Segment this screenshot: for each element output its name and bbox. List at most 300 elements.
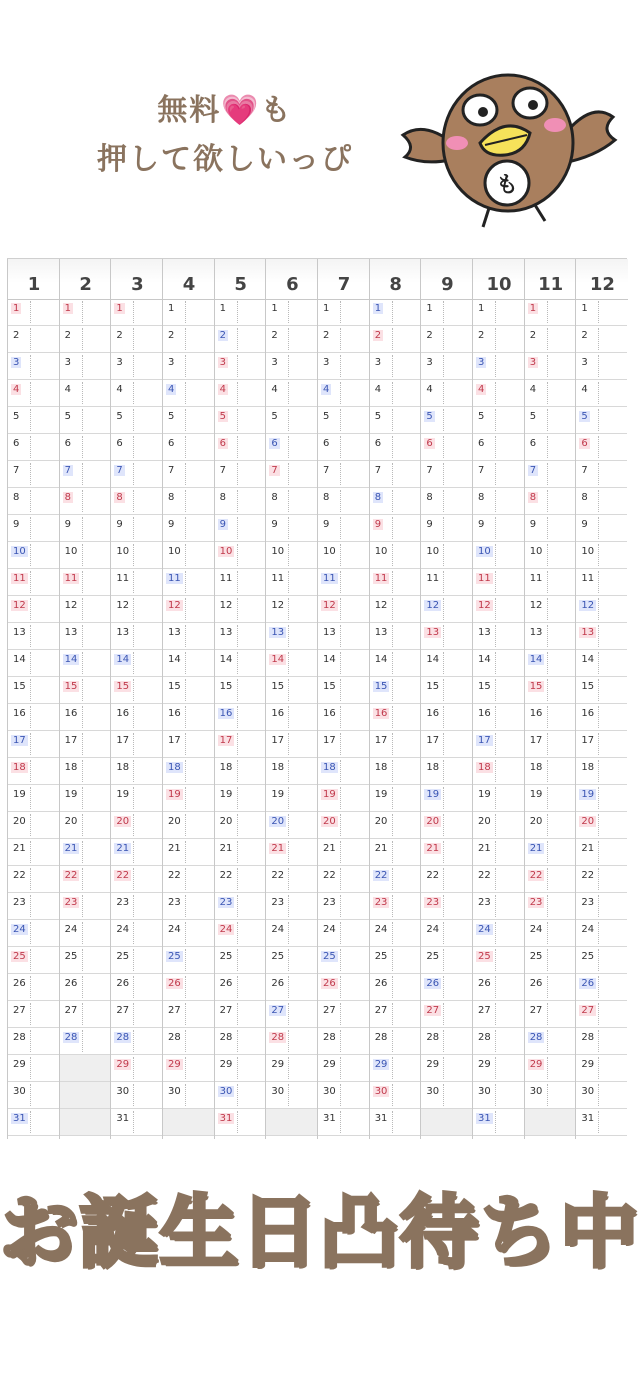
day-cell (473, 893, 524, 920)
day-number: 23 (323, 897, 336, 908)
day-number: 27 (478, 1005, 491, 1016)
day-cell (8, 839, 59, 866)
day-cell (370, 407, 421, 434)
day-cell (215, 1109, 266, 1136)
day-cell (215, 677, 266, 704)
day-cell (163, 515, 214, 542)
day-number: 17 (271, 735, 285, 746)
day-number: 25 (426, 951, 440, 962)
empty-day-cell (60, 1109, 111, 1136)
day-cell (60, 623, 111, 650)
day-cell (266, 407, 317, 434)
day-number: 2 (116, 330, 123, 341)
day-number: 8 (581, 492, 588, 503)
day-cell (163, 299, 214, 326)
day-cell (370, 839, 421, 866)
day-number: 15 (581, 681, 595, 692)
day-cell (318, 677, 369, 704)
day-cell (163, 974, 214, 1001)
day-cell (318, 1055, 369, 1082)
day-number: 9 (13, 519, 20, 530)
day-number: 10 (64, 546, 78, 557)
day-number: 20 (64, 816, 78, 827)
day-cell (60, 407, 111, 434)
day-number: 19 (478, 789, 491, 800)
day-cell (370, 596, 421, 623)
day-cell (111, 407, 162, 434)
day-number: 16 (271, 708, 285, 719)
day-number: 25 (581, 951, 595, 962)
day-cell (576, 704, 627, 731)
month-column-4 (162, 259, 215, 1139)
day-cell (318, 1082, 369, 1109)
day-cell (318, 1109, 369, 1136)
day-cell (318, 839, 369, 866)
day-cell (525, 974, 576, 1001)
day-number: 24 (271, 924, 285, 935)
day-cell (215, 1028, 266, 1055)
day-number: 5 (219, 411, 227, 422)
day-number: 4 (219, 384, 227, 395)
day-number: 2 (478, 330, 485, 341)
day-number: 15 (219, 681, 233, 692)
heart-icon: 💗 (221, 93, 261, 128)
day-number: 7 (581, 465, 588, 476)
day-number: 27 (116, 1005, 130, 1016)
day-number: 18 (323, 762, 336, 773)
day-number: 12 (581, 600, 595, 611)
day-cell (266, 947, 317, 974)
day-number: 22 (426, 870, 440, 881)
day-cell (266, 542, 317, 569)
day-number: 1 (219, 303, 227, 314)
day-number: 7 (529, 465, 537, 476)
month-header: 11 (525, 259, 577, 300)
month-column-10 (472, 259, 525, 1139)
day-cell (266, 461, 317, 488)
day-cell (525, 812, 576, 839)
day-cell (473, 920, 524, 947)
day-cell (370, 866, 421, 893)
promo-free-text: 無料 (157, 93, 222, 128)
day-number: 13 (64, 627, 78, 638)
day-number: 28 (271, 1032, 285, 1043)
day-number: 24 (374, 924, 388, 935)
day-number: 17 (374, 735, 388, 746)
day-number: 3 (219, 357, 227, 368)
day-cell (8, 731, 59, 758)
day-cell (266, 326, 317, 353)
day-cell (8, 1055, 59, 1082)
day-number: 16 (323, 708, 336, 719)
day-cell (60, 596, 111, 623)
day-number: 25 (219, 951, 233, 962)
day-cell (525, 461, 576, 488)
day-cell (421, 1028, 472, 1055)
day-cell (318, 542, 369, 569)
day-number: 23 (168, 897, 181, 908)
day-number: 14 (64, 654, 78, 665)
day-number: 21 (426, 843, 440, 854)
day-cell (473, 866, 524, 893)
day-cell (318, 380, 369, 407)
day-cell (215, 380, 266, 407)
day-number: 1 (13, 303, 20, 314)
day-number: 13 (581, 627, 595, 638)
day-number: 29 (219, 1059, 233, 1070)
day-cell (473, 623, 524, 650)
day-number: 3 (374, 357, 382, 368)
day-number: 3 (478, 357, 485, 368)
day-cell (215, 947, 266, 974)
day-number: 10 (13, 546, 26, 557)
day-cell (525, 1055, 576, 1082)
day-number: 21 (478, 843, 491, 854)
day-number: 9 (116, 519, 123, 530)
day-cell (421, 893, 472, 920)
day-cell (576, 407, 627, 434)
day-number: 30 (478, 1086, 491, 1097)
day-number: 4 (374, 384, 382, 395)
day-cell (421, 1082, 472, 1109)
day-cell (111, 893, 162, 920)
day-number: 24 (529, 924, 543, 935)
day-number: 16 (219, 708, 233, 719)
day-cell (111, 731, 162, 758)
day-cell (525, 434, 576, 461)
day-number: 17 (219, 735, 233, 746)
day-number: 29 (168, 1059, 181, 1070)
day-number: 6 (323, 438, 330, 449)
day-number: 21 (323, 843, 336, 854)
day-cell (473, 407, 524, 434)
day-number: 23 (271, 897, 285, 908)
day-cell (370, 1028, 421, 1055)
day-cell (266, 731, 317, 758)
day-cell (111, 677, 162, 704)
day-number: 12 (374, 600, 388, 611)
day-cell (266, 812, 317, 839)
day-cell (473, 326, 524, 353)
day-number: 26 (323, 978, 336, 989)
day-number: 1 (116, 303, 123, 314)
day-cell (8, 947, 59, 974)
day-number: 26 (219, 978, 233, 989)
day-number: 19 (323, 789, 336, 800)
day-number: 7 (323, 465, 330, 476)
day-cell (163, 569, 214, 596)
day-cell (525, 299, 576, 326)
day-cell (111, 380, 162, 407)
day-number: 22 (581, 870, 595, 881)
day-number: 11 (374, 573, 388, 584)
day-number: 4 (323, 384, 330, 395)
day-cell (473, 785, 524, 812)
day-cell (525, 650, 576, 677)
day-cell (8, 785, 59, 812)
day-cell (318, 731, 369, 758)
day-cell (576, 569, 627, 596)
day-number: 23 (529, 897, 543, 908)
day-cell (163, 407, 214, 434)
day-number: 11 (13, 573, 26, 584)
day-number: 17 (116, 735, 130, 746)
day-cell (576, 1055, 627, 1082)
day-cell (8, 758, 59, 785)
day-number: 6 (116, 438, 123, 449)
day-number: 25 (323, 951, 336, 962)
day-number: 23 (374, 897, 388, 908)
day-cell (163, 1082, 214, 1109)
month-column-8 (369, 259, 422, 1139)
day-number: 26 (64, 978, 78, 989)
day-number: 6 (168, 438, 175, 449)
day-cell (215, 326, 266, 353)
day-cell (473, 704, 524, 731)
day-number: 1 (64, 303, 72, 314)
day-cell (318, 569, 369, 596)
day-cell (525, 1028, 576, 1055)
day-number: 31 (374, 1113, 388, 1124)
day-number: 10 (581, 546, 595, 557)
day-number: 15 (426, 681, 440, 692)
day-cell (111, 758, 162, 785)
day-number: 20 (374, 816, 388, 827)
day-number: 4 (426, 384, 433, 395)
day-number: 3 (529, 357, 537, 368)
day-number: 23 (478, 897, 491, 908)
day-number: 10 (323, 546, 336, 557)
day-cell (370, 920, 421, 947)
day-number: 10 (168, 546, 181, 557)
day-cell (576, 353, 627, 380)
day-cell (60, 569, 111, 596)
day-number: 14 (13, 654, 26, 665)
day-cell (266, 515, 317, 542)
day-number: 30 (323, 1086, 336, 1097)
day-number: 1 (374, 303, 382, 314)
day-cell (370, 650, 421, 677)
day-cell (111, 812, 162, 839)
day-number: 6 (426, 438, 433, 449)
day-number: 4 (116, 384, 123, 395)
day-number: 26 (168, 978, 181, 989)
day-number: 22 (64, 870, 78, 881)
day-number: 5 (581, 411, 588, 422)
day-number: 11 (323, 573, 336, 584)
day-cell (215, 731, 266, 758)
day-number: 24 (323, 924, 336, 935)
day-cell (525, 1082, 576, 1109)
day-number: 25 (168, 951, 181, 962)
day-cell (318, 866, 369, 893)
day-number: 1 (581, 303, 588, 314)
day-number: 11 (529, 573, 543, 584)
day-cell (60, 326, 111, 353)
day-cell (163, 461, 214, 488)
day-cell (525, 866, 576, 893)
day-number: 16 (168, 708, 181, 719)
day-number: 27 (581, 1005, 595, 1016)
day-cell (60, 866, 111, 893)
day-number: 2 (374, 330, 382, 341)
day-number: 18 (478, 762, 491, 773)
day-number: 8 (426, 492, 433, 503)
day-number: 18 (168, 762, 181, 773)
month-column-12 (575, 259, 628, 1139)
day-cell (8, 515, 59, 542)
day-cell (111, 947, 162, 974)
day-number: 17 (64, 735, 78, 746)
month-column-5 (214, 259, 267, 1139)
day-number: 14 (168, 654, 181, 665)
day-number: 13 (271, 627, 285, 638)
empty-day-cell (60, 1055, 111, 1082)
day-number: 29 (374, 1059, 388, 1070)
day-number: 3 (323, 357, 330, 368)
day-cell (318, 1001, 369, 1028)
day-number: 24 (64, 924, 78, 935)
day-cell (111, 1082, 162, 1109)
day-cell (370, 785, 421, 812)
day-number: 28 (529, 1032, 543, 1043)
day-number: 14 (478, 654, 491, 665)
day-cell (111, 1109, 162, 1136)
day-number: 4 (529, 384, 537, 395)
day-cell (525, 407, 576, 434)
day-number: 5 (323, 411, 330, 422)
day-number: 24 (581, 924, 595, 935)
day-cell (215, 299, 266, 326)
month-column-2 (59, 259, 112, 1139)
day-cell (8, 893, 59, 920)
day-cell (370, 704, 421, 731)
day-number: 21 (271, 843, 285, 854)
day-number: 5 (168, 411, 175, 422)
day-number: 9 (64, 519, 72, 530)
day-cell (163, 1055, 214, 1082)
empty-day-cell (163, 1109, 214, 1136)
day-number: 22 (13, 870, 26, 881)
day-cell (421, 947, 472, 974)
day-number: 17 (478, 735, 491, 746)
day-number: 31 (323, 1113, 336, 1124)
day-cell (8, 488, 59, 515)
day-number: 26 (271, 978, 285, 989)
day-number: 15 (478, 681, 491, 692)
day-number: 20 (323, 816, 336, 827)
day-number: 22 (168, 870, 181, 881)
day-number: 22 (478, 870, 491, 881)
day-cell (421, 1055, 472, 1082)
day-cell (576, 947, 627, 974)
day-number: 7 (374, 465, 382, 476)
day-cell (525, 542, 576, 569)
day-cell (163, 1001, 214, 1028)
day-cell (60, 542, 111, 569)
month-header: 4 (163, 259, 215, 300)
day-number: 28 (374, 1032, 388, 1043)
day-cell (318, 299, 369, 326)
day-number: 27 (219, 1005, 233, 1016)
day-cell (370, 569, 421, 596)
day-number: 4 (271, 384, 278, 395)
day-number: 31 (116, 1113, 130, 1124)
day-cell (525, 920, 576, 947)
day-number: 13 (323, 627, 336, 638)
day-number: 4 (13, 384, 20, 395)
day-cell (576, 812, 627, 839)
day-cell (576, 866, 627, 893)
day-number: 29 (426, 1059, 440, 1070)
day-cell (266, 569, 317, 596)
promo-mo-text: も (260, 93, 293, 128)
month-header: 2 (60, 259, 112, 300)
day-number: 16 (581, 708, 595, 719)
day-number: 19 (271, 789, 285, 800)
day-cell (266, 893, 317, 920)
day-number: 11 (219, 573, 233, 584)
day-cell (266, 1001, 317, 1028)
day-number: 17 (529, 735, 543, 746)
day-number: 15 (64, 681, 78, 692)
day-cell (576, 1109, 627, 1136)
day-number: 6 (478, 438, 485, 449)
day-cell (266, 866, 317, 893)
day-cell (576, 974, 627, 1001)
day-number: 16 (116, 708, 130, 719)
day-cell (266, 677, 317, 704)
day-cell (163, 326, 214, 353)
day-number: 30 (426, 1086, 440, 1097)
day-cell (318, 920, 369, 947)
day-number: 20 (116, 816, 130, 827)
promo-line-2: 押して欲しいっぴ (97, 142, 353, 177)
day-cell (266, 623, 317, 650)
day-cell (370, 515, 421, 542)
day-number: 26 (13, 978, 26, 989)
day-number: 18 (13, 762, 26, 773)
day-number: 14 (271, 654, 285, 665)
day-cell (8, 1109, 59, 1136)
day-number: 29 (529, 1059, 543, 1070)
month-header: 10 (473, 259, 525, 300)
day-number: 26 (581, 978, 595, 989)
day-cell (318, 515, 369, 542)
day-cell (60, 353, 111, 380)
day-cell (421, 326, 472, 353)
day-cell (576, 758, 627, 785)
day-number: 11 (116, 573, 130, 584)
day-cell (525, 623, 576, 650)
day-cell (525, 326, 576, 353)
day-cell (111, 326, 162, 353)
day-cell (421, 299, 472, 326)
day-number: 6 (219, 438, 227, 449)
day-cell (8, 380, 59, 407)
day-cell (111, 866, 162, 893)
day-number: 17 (13, 735, 26, 746)
day-number: 7 (168, 465, 175, 476)
day-cell (60, 434, 111, 461)
day-number: 15 (271, 681, 285, 692)
day-cell (576, 893, 627, 920)
day-number: 12 (323, 600, 336, 611)
day-cell (318, 650, 369, 677)
day-cell (421, 920, 472, 947)
day-cell (60, 1028, 111, 1055)
day-number: 28 (219, 1032, 233, 1043)
